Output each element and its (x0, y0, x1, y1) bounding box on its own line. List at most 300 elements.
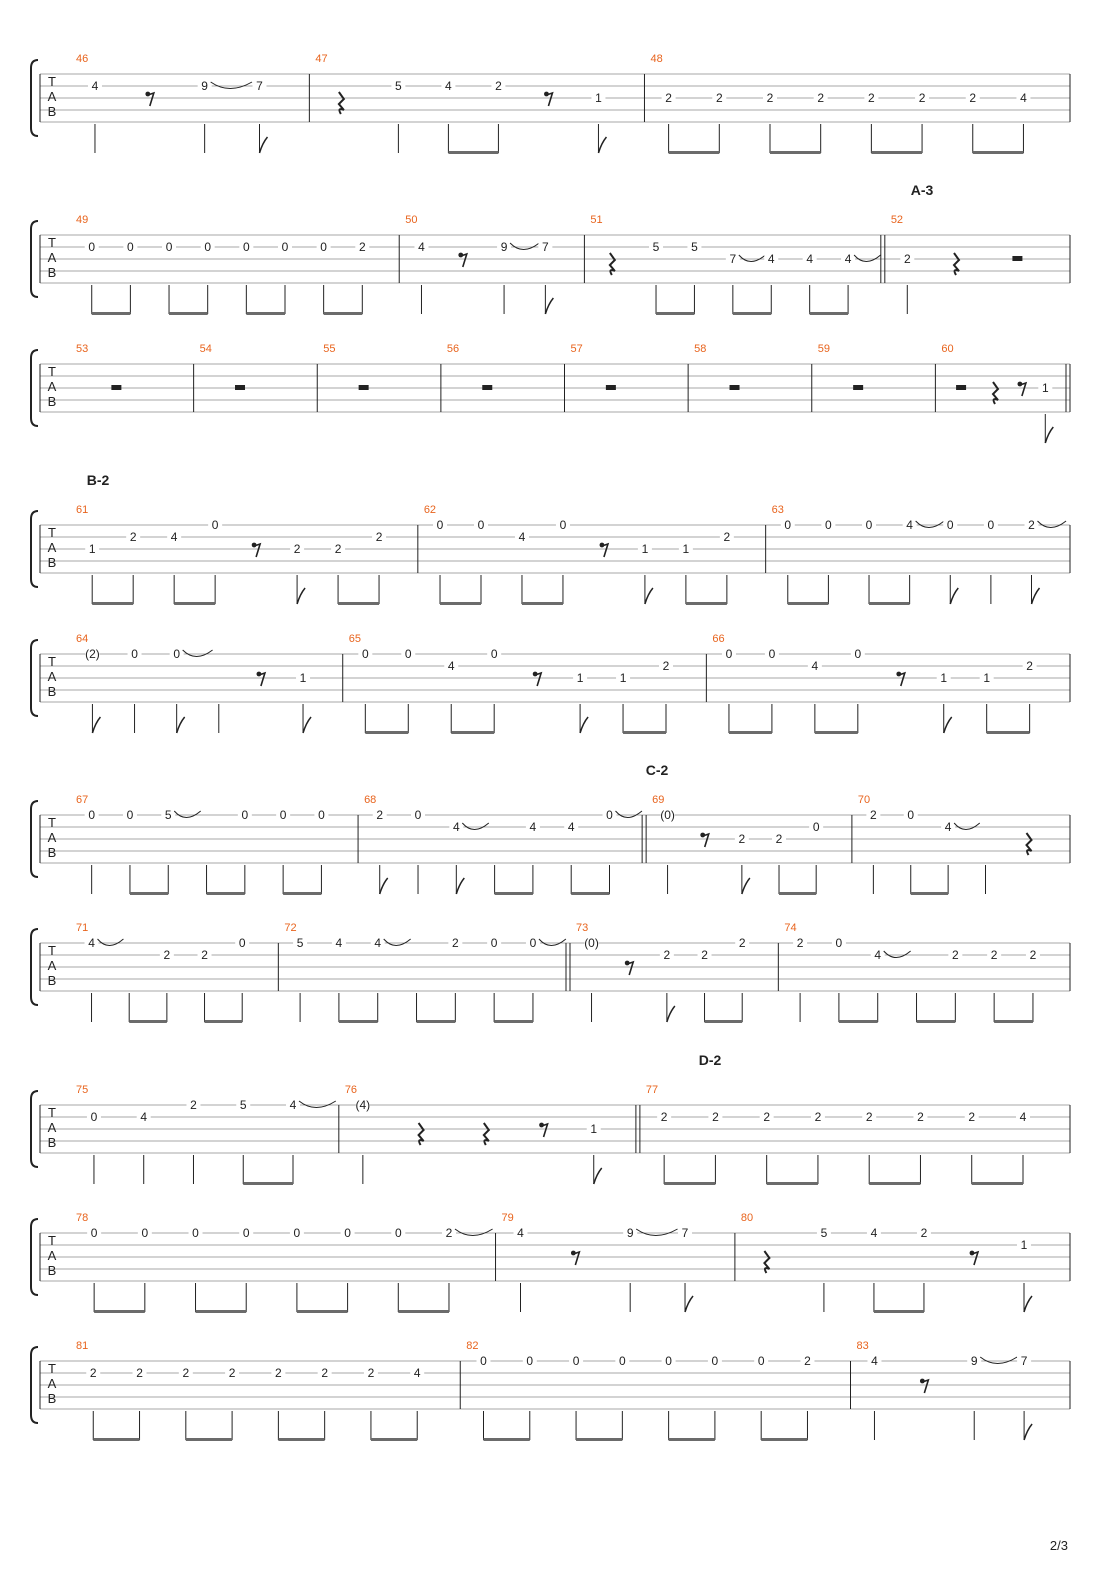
fret-number: 0 (812, 820, 820, 834)
half-rest (111, 385, 121, 390)
eighth-flag (1045, 427, 1053, 443)
measure-number: 66 (712, 633, 725, 645)
fret-number: 4 (91, 79, 99, 93)
fret-number: 9 (970, 1354, 978, 1368)
system-bracket (31, 1091, 38, 1167)
fret-number: 0 (394, 1226, 402, 1240)
fret-number: 2 (968, 1110, 976, 1124)
beam (815, 731, 858, 734)
fret-number: 0 (665, 1354, 672, 1368)
beam (669, 151, 720, 154)
measure-number: 47 (315, 53, 328, 65)
section-label: A-3 (910, 182, 934, 198)
quarter-rest (764, 1251, 769, 1273)
measure-number: 81 (76, 1340, 89, 1352)
fret-number: (4) (355, 1098, 371, 1112)
beam (571, 892, 609, 895)
measure-number: 75 (76, 1084, 89, 1096)
eighth-rest (148, 93, 154, 106)
tab-clef-a: A (47, 379, 57, 394)
beam (839, 1020, 878, 1023)
beam (365, 731, 408, 734)
tab-clef-b: B (47, 1135, 57, 1150)
fret-number: 0 (784, 518, 792, 532)
beam (92, 602, 133, 605)
fret-number: 4 (806, 252, 814, 266)
tab-clef-b: B (47, 973, 57, 988)
tie-arc (884, 951, 911, 958)
tab-clef-a: A (47, 958, 57, 973)
half-rest (853, 385, 863, 390)
beam (522, 602, 563, 605)
measure-number: 67 (76, 794, 89, 806)
fret-number: 4 (567, 820, 575, 834)
beam (972, 1182, 1023, 1185)
fret-number: 0 (825, 518, 832, 532)
eighth-rest (461, 254, 467, 267)
fret-number: 0 (768, 647, 776, 661)
measure-number: 76 (344, 1084, 358, 1096)
measure-number: 69 (652, 794, 665, 806)
tab-clef-a: A (47, 250, 57, 265)
fret-number: 2 (918, 91, 926, 105)
beam (733, 312, 771, 315)
measure-number: 54 (199, 343, 212, 355)
beam (338, 602, 379, 605)
fret-number: 7 (729, 252, 737, 266)
tab-clef-b: B (47, 394, 57, 409)
beam (973, 151, 1024, 154)
eighth-flag (950, 588, 958, 604)
eighth-rest (602, 544, 608, 557)
measure-number: 74 (784, 922, 797, 934)
half-rest (359, 385, 369, 390)
fret-number: 0 (436, 518, 444, 532)
eighth-flag (944, 717, 952, 733)
fret-number: 4 (335, 936, 343, 950)
eighth-flag (645, 588, 653, 604)
fret-number: 2 (321, 1366, 329, 1380)
fret-number: 5 (652, 240, 660, 254)
fret-number: 4 (447, 659, 455, 673)
beam (686, 602, 727, 605)
fret-number: 1 (682, 542, 690, 556)
beam (656, 312, 694, 315)
tab-clef-a: A (47, 1120, 57, 1135)
fret-number: 2 (129, 530, 137, 544)
beam (129, 1020, 167, 1023)
fret-number: 1 (299, 671, 307, 685)
tab-clef-t: T (48, 943, 56, 958)
fret-number: 0 (242, 1226, 250, 1240)
beam (246, 312, 285, 315)
fret-number: 4 (874, 948, 882, 962)
tab-clef-t: T (48, 654, 56, 669)
fret-number: 7 (542, 240, 549, 254)
tab-clef-t: T (48, 815, 56, 830)
beam (398, 1310, 449, 1313)
measure-number: 78 (76, 1212, 89, 1224)
fret-number: 7 (681, 1226, 689, 1240)
tab-clef-t: T (48, 525, 56, 540)
beam (623, 731, 666, 734)
beam (788, 602, 829, 605)
eighth-rest (254, 544, 260, 557)
beam (729, 731, 772, 734)
fret-number: 5 (691, 240, 698, 254)
measure-number: 48 (650, 53, 663, 65)
tab-clef-b: B (47, 1391, 57, 1406)
measure-number: 71 (76, 922, 89, 934)
fret-number: 4 (140, 1110, 148, 1124)
fret-number: 4 (906, 518, 913, 532)
measure-number: 53 (76, 343, 89, 355)
fret-number: 2 (868, 91, 875, 105)
section-label: D-2 (698, 1052, 722, 1068)
quarter-rest (993, 382, 998, 404)
fret-number: 4 (88, 936, 95, 950)
fret-number: 5 (395, 79, 402, 93)
fret-number: 2 (920, 1226, 928, 1240)
fret-number: 4 (767, 252, 775, 266)
tie-arc (299, 1101, 336, 1108)
fret-number: 9 (500, 240, 508, 254)
beam (495, 892, 533, 895)
fret-number: 2 (804, 1354, 811, 1368)
fret-number: 0 (131, 647, 138, 661)
fret-number: 0 (281, 240, 289, 254)
beam (911, 892, 948, 895)
fret-number: 2 (870, 808, 877, 822)
beam (174, 602, 215, 605)
fret-number: 0 (165, 240, 173, 254)
fret-number: 0 (293, 1226, 301, 1240)
fret-number: (0) (584, 936, 599, 950)
fret-number: 5 (820, 1226, 828, 1240)
fret-number: 4 (452, 820, 460, 834)
fret-number: 0 (173, 647, 181, 661)
eighth-rest (922, 1380, 928, 1393)
half-rest (730, 385, 740, 390)
tab-clef-a: A (47, 830, 57, 845)
fret-number: 1 (576, 671, 584, 685)
measure-number: 64 (76, 633, 89, 645)
slide-arc (739, 255, 766, 262)
tie-arc (954, 823, 980, 830)
fret-number: 2 (865, 1110, 873, 1124)
fret-number: 7 (256, 79, 263, 93)
tab-clef-t: T (48, 1233, 56, 1248)
fret-number: 1 (983, 671, 991, 685)
eighth-flag (456, 878, 464, 894)
fret-number: 2 (723, 530, 731, 544)
beam (94, 1310, 145, 1313)
fret-number: 2 (990, 948, 998, 962)
measure-number: 83 (856, 1340, 869, 1352)
quarter-rest (954, 253, 959, 275)
measure-number: 51 (590, 214, 603, 226)
tab-clef-t: T (48, 74, 56, 89)
measure-number: 52 (890, 214, 904, 226)
fret-number: 2 (738, 936, 746, 950)
system-bracket (31, 350, 38, 426)
fret-number: 2 (796, 936, 804, 950)
beam (207, 892, 245, 895)
fret-number: 1 (88, 542, 96, 556)
fret-number: 0 (141, 1226, 149, 1240)
beam (92, 312, 131, 315)
fret-number: 2 (1026, 659, 1033, 673)
fret-number: 1 (595, 91, 602, 105)
eighth-flag (580, 717, 588, 733)
fret-number: 0 (127, 240, 134, 254)
fret-number: 0 (320, 240, 327, 254)
eighth-flag (1024, 1424, 1032, 1440)
quarter-rest (419, 1123, 424, 1145)
fret-number: 4 (1019, 1110, 1027, 1124)
quarter-rest (610, 253, 615, 275)
beam (417, 1020, 456, 1023)
system-bracket (31, 511, 38, 587)
beam (917, 1020, 956, 1023)
measure-number: 77 (645, 1084, 659, 1096)
fret-number: 1 (641, 542, 649, 556)
eighth-rest (573, 1252, 579, 1265)
measure-number: 82 (466, 1340, 479, 1352)
fret-number: 0 (279, 808, 287, 822)
fret-number: 0 (241, 808, 249, 822)
tie-arc (455, 1229, 493, 1236)
system-bracket (31, 640, 38, 716)
quarter-rest (484, 1123, 489, 1145)
tab-clef-a: A (47, 89, 57, 104)
tie-arc (916, 521, 945, 528)
measure-number: 80 (740, 1212, 754, 1224)
fret-number: 2 (293, 542, 301, 556)
half-rest (606, 385, 616, 390)
beam (869, 602, 910, 605)
fret-number: 0 (88, 240, 96, 254)
half-rest (235, 385, 245, 390)
fret-number: 0 (854, 647, 862, 661)
measure-number: 57 (570, 343, 583, 355)
system-bracket (31, 929, 38, 1005)
beam (169, 312, 208, 315)
fret-number: 4 (871, 1354, 878, 1368)
beam (283, 892, 321, 895)
fret-number: 2 (969, 91, 977, 105)
measure-number: 79 (501, 1212, 514, 1224)
beam (205, 1020, 243, 1023)
fret-number: 2 (715, 91, 723, 105)
fret-number: 0 (526, 1354, 534, 1368)
measure-number: 46 (76, 53, 89, 65)
eighth-rest (899, 673, 905, 686)
beam (130, 892, 168, 895)
fret-number: 0 (90, 1110, 98, 1124)
beam (297, 1310, 348, 1313)
fret-number: 4 (445, 79, 452, 93)
fret-number: 4 (811, 659, 819, 673)
beam (871, 151, 922, 154)
fret-number: 4 (289, 1098, 297, 1112)
fret-number: 4 (413, 1366, 421, 1380)
tab-clef-b: B (47, 1263, 57, 1278)
fret-number: 2 (182, 1366, 190, 1380)
fret-number: 9 (201, 79, 208, 93)
fret-number: 0 (757, 1354, 765, 1368)
eighth-rest (1020, 383, 1026, 396)
fret-number: 2 (136, 1366, 143, 1380)
measure-number: 70 (857, 794, 871, 806)
measure-number: 63 (771, 504, 784, 516)
measure-number: 50 (405, 214, 418, 226)
beam (339, 1020, 378, 1023)
beam (767, 1182, 818, 1185)
fret-number: 0 (361, 647, 369, 661)
tie-arc (462, 823, 488, 830)
system-bracket (31, 801, 38, 877)
tie-arc (174, 811, 200, 818)
fret-number: 2 (334, 542, 342, 556)
page-number: 2/3 (1049, 1538, 1068, 1553)
measure-number: 60 (941, 343, 954, 355)
eighth-rest (535, 673, 541, 686)
fret-number: 4 (1020, 91, 1027, 105)
section-label: C-2 (645, 762, 669, 778)
fret-number: 2 (1029, 948, 1037, 962)
eighth-rest (546, 93, 552, 106)
system-bracket (31, 1347, 38, 1423)
tab-clef-b: B (47, 104, 57, 119)
fret-number: 2 (275, 1366, 282, 1380)
eighth-flag (545, 298, 553, 314)
fret-number: 4 (870, 1226, 878, 1240)
fret-number: 0 (725, 647, 733, 661)
fret-number: 0 (477, 518, 485, 532)
fret-number: 2 (817, 91, 825, 105)
fret-number: 5 (239, 1098, 247, 1112)
fret-number: 2 (663, 948, 671, 962)
fret-number: (2) (85, 647, 100, 661)
fret-number: 0 (529, 936, 537, 950)
half-rest (956, 385, 966, 390)
eighth-flag (1024, 1296, 1032, 1312)
section-label: B-2 (86, 472, 110, 488)
beam (874, 1310, 924, 1313)
eighth-flag (92, 717, 100, 733)
eighth-flag (303, 717, 311, 733)
fret-number: 0 (559, 518, 567, 532)
fret-number: 4 (518, 530, 526, 544)
measure-number: 61 (76, 504, 89, 516)
slide-arc (980, 1357, 1017, 1364)
fret-number: 2 (228, 1366, 236, 1380)
measure-number: 59 (817, 343, 831, 355)
fret-number: 2 (738, 832, 746, 846)
fret-number: 2 (662, 659, 670, 673)
tab-clef-a: A (47, 1248, 57, 1263)
tie-arc (854, 255, 881, 262)
beam (779, 892, 816, 895)
beam (576, 1438, 622, 1441)
eighth-flag (380, 878, 388, 894)
slide-arc (636, 1229, 677, 1236)
eighth-rest (542, 1124, 548, 1137)
tie-arc (384, 939, 411, 946)
beam (371, 1438, 417, 1441)
fret-number: 5 (164, 808, 172, 822)
beam (93, 1438, 139, 1441)
fret-number: 0 (711, 1354, 719, 1368)
tab-clef-t: T (48, 1105, 56, 1120)
fret-number: 1 (619, 671, 627, 685)
fret-number: 2 (763, 1110, 771, 1124)
fret-number: 2 (814, 1110, 822, 1124)
beam (761, 1438, 807, 1441)
beam (810, 312, 848, 315)
fret-number: 0 (606, 808, 613, 822)
fret-number: 4 (529, 820, 537, 834)
fret-number: 2 (89, 1366, 97, 1380)
fret-number: 0 (404, 647, 412, 661)
fret-number: 2 (358, 240, 366, 254)
fret-number: 0 (865, 518, 873, 532)
eighth-flag (1032, 588, 1040, 604)
tab-clef-a: A (47, 1376, 57, 1391)
beam (869, 1182, 920, 1185)
tab-clef-b: B (47, 555, 57, 570)
tab-clef-t: T (48, 1361, 56, 1376)
fret-number: 0 (88, 808, 96, 822)
fret-number: 2 (451, 936, 459, 950)
fret-number: 0 (414, 808, 422, 822)
eighth-flag (177, 717, 185, 733)
tie-arc (539, 939, 566, 946)
measure-number: 62 (423, 504, 437, 516)
fret-number: 2 (712, 1110, 719, 1124)
fret-number: 4 (517, 1226, 524, 1240)
measure-number: 68 (364, 794, 377, 806)
tab-clef-a: A (47, 540, 57, 555)
fret-number: 0 (90, 1226, 98, 1240)
slide-arc (510, 243, 539, 250)
beam (186, 1438, 232, 1441)
eighth-flag (598, 137, 606, 153)
fret-number: 2 (951, 948, 959, 962)
eighth-rest (259, 673, 265, 686)
fret-number: 0 (572, 1354, 580, 1368)
tab-clef-a: A (47, 669, 57, 684)
fret-number: 2 (445, 1226, 453, 1240)
beam (440, 602, 481, 605)
measure-number: 65 (348, 633, 361, 645)
beam (484, 1438, 530, 1441)
fret-number: 7 (1020, 1354, 1028, 1368)
measure-number: 56 (446, 343, 460, 355)
fret-number: 4 (418, 240, 425, 254)
tab-clef-b: B (47, 265, 57, 280)
slide-arc (211, 82, 252, 89)
fret-number: 0 (204, 240, 212, 254)
eighth-rest (972, 1252, 978, 1265)
fret-number: 2 (660, 1110, 668, 1124)
beam (705, 1020, 743, 1023)
fret-number: 1 (940, 671, 948, 685)
fret-number: 2 (163, 948, 171, 962)
measure-number: 58 (694, 343, 707, 355)
tab-clef-b: B (47, 845, 57, 860)
